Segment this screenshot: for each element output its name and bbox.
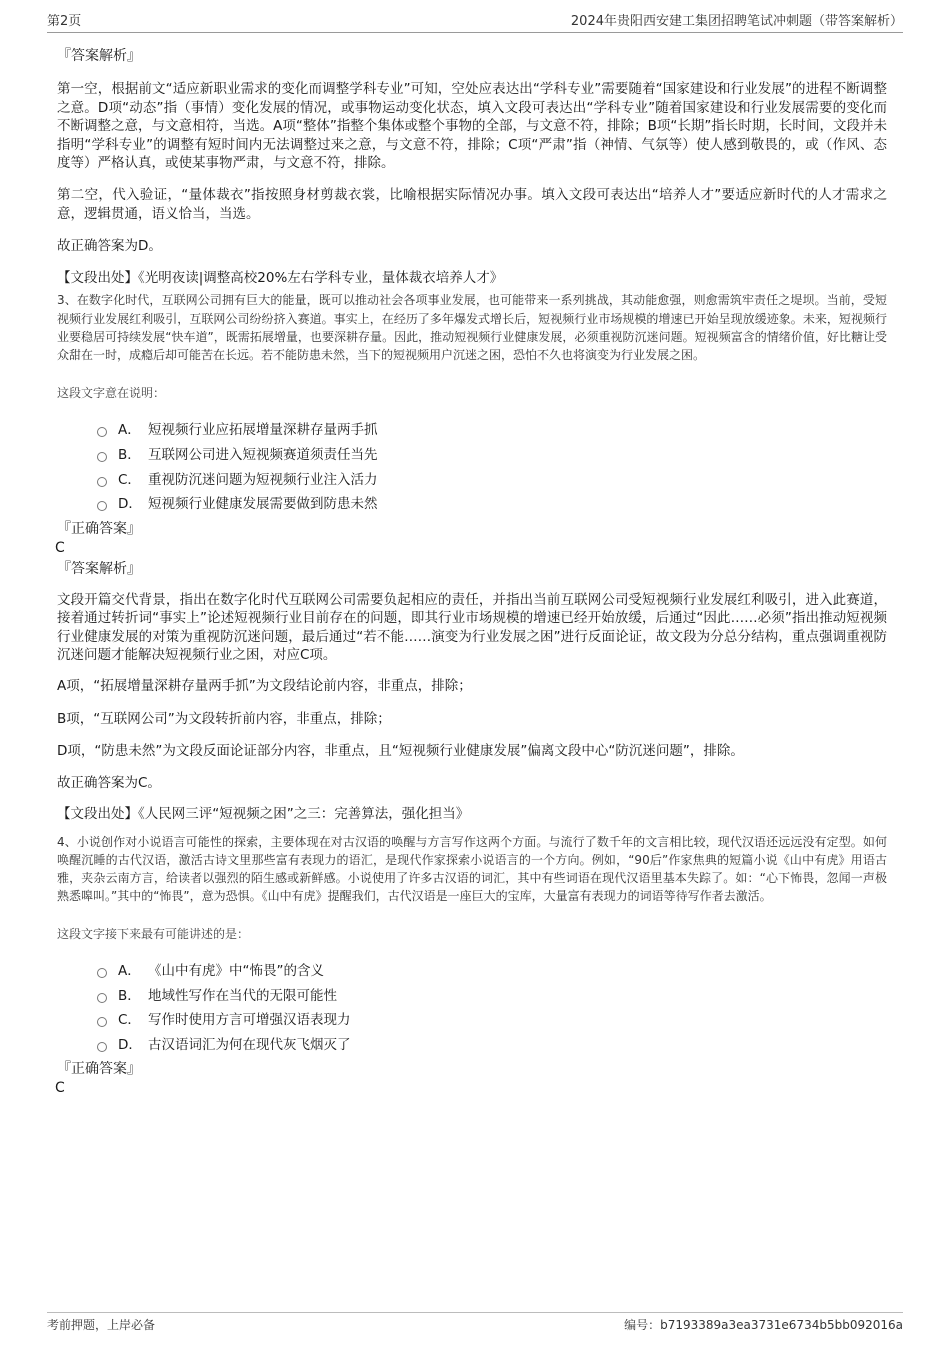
document-title: 2024年贵阳西安建工集团招聘笔试冲刺题（带答案解析） — [570, 14, 903, 29]
analysis-paragraph: 文段开篇交代背景，指出在数字化时代互联网公司需要负起相应的责任，并指出当前互联网公司受短视频行业发展红利吸引，进入此赛道，接着通过转折词“事实上”论述短视频行业目前存在的问题，即其行业市场规模的增速已经开始放缓，后通过“因此……必须”指出推动短视频行业健康发展的对策为重视防沉迷问题，最后通过“若不能……演变为行业发展之困”进行反面论证，故文段为分总分结构，重点强调重视防沉迷问题才能解决短视频行业之困，对应C项。 — [57, 591, 887, 664]
option-list — [57, 959, 887, 1057]
radio-button-icon[interactable] — [97, 1017, 107, 1027]
passage-source: 【文段出处】《人民网三评“短视频之困”之三：完善算法，强化担当》 — [57, 806, 470, 823]
option-text: 古汉语词汇为何在现代灰飞烟灭了 — [148, 1036, 351, 1053]
answer-conclusion: 故正确答案为D。 — [57, 238, 162, 255]
answer-analysis-label: 『答案解析』 — [57, 48, 141, 64]
option-d[interactable] — [97, 1032, 887, 1057]
radio-button-icon[interactable] — [97, 427, 107, 437]
correct-answer-label: 『正确答案』 — [57, 1061, 141, 1078]
question-prompt: 这段文字意在说明： — [57, 386, 166, 401]
radio-button-icon[interactable] — [97, 452, 107, 462]
option-b[interactable] — [97, 983, 887, 1008]
radio-button-icon[interactable] — [97, 501, 107, 511]
option-text: 地域性写作在当代的无限可能性 — [148, 987, 337, 1004]
analysis-option-d: D项，“防患未然”为文段反面论证部分内容，非重点，且“短视频行业健康发展”偏离文段中心“防沉迷问题”，排除。 — [57, 743, 744, 760]
analysis-paragraph: 第一空，根据前文“适应新职业需求的变化而调整学科专业”可知，空处应表达出“学科专业”需要随着“国家建设和行业发展”的进程不断调整之意。D项“动态”指（事情）变化发展的情况，或事物运动变化状态，填入文段可表达出“学科专业”随着国家建设和行业发展需要的变化而不断调整之意，与文意相符，当选。A项“整体”指整个集体或整个事物的全部，与文意不符，排除；B项“长期”指长时期，长时间，文段并未指明“学科专业”的调整有短时间内无法调整过来之意，与文意不符，排除；C项“严肃”指（神情、气氛等）使人感到敬畏的，或（作风、态度等）严格认真，或使某事物严肃，与文意不符，排除。 — [57, 81, 887, 172]
option-letter: D． — [118, 496, 142, 513]
option-letter: B． — [118, 987, 141, 1004]
answer-analysis-label: 『答案解析』 — [57, 560, 141, 577]
radio-button-icon[interactable] — [97, 993, 107, 1003]
option-letter: C． — [118, 471, 141, 488]
option-text: 短视频行业健康发展需要做到防患未然 — [148, 496, 378, 513]
page-content — [57, 44, 887, 1097]
page-number: 第2页 — [47, 14, 82, 29]
option-letter: C． — [118, 1012, 141, 1029]
option-letter: D． — [118, 1036, 142, 1053]
option-letter: A． — [118, 962, 141, 979]
option-b[interactable] — [97, 443, 887, 468]
option-c[interactable] — [97, 1008, 887, 1033]
option-letter: B． — [118, 447, 141, 464]
question-stem: 4、小说创作对小说语言可能性的探索，主要体现在对古汉语的唤醒与方言写作这两个方面。与流行了数千年的文言相比较，现代汉语还远远没有定型。如何唤醒沉睡的古代汉语，激活古诗文里那些富有表现力的语汇，是现代作家探索小说语言的一个方向。例如，“90后”作家焦典的短篇小说《山中有虎》用语古雅，夹杂云南方言，给读者以强烈的陌生感或新鲜感。小说使用了许多古汉语的词汇，其中有些词语在现代汉语里基本失踪了。如：“心下怖畏，忽闻一声极熟悉嗥叫。”其中的“怖畏”，意为恐惧。《山中有虎》提醒我们，古代汉语是一座巨大的宝库，大量富有表现力的词语等待写作者去激活。 — [57, 834, 887, 904]
option-text: 短视频行业应拓展增量深耕存量两手抓 — [148, 422, 378, 439]
option-a[interactable] — [97, 418, 887, 443]
option-list — [57, 418, 887, 516]
answer-conclusion: 故正确答案为C。 — [57, 774, 161, 791]
page-footer — [47, 1312, 903, 1335]
option-text: 互联网公司进入短视频赛道须责任当先 — [148, 447, 378, 464]
passage-source: 【文段出处】《光明夜读|调整高校20%左右学科专业，量体裁衣培养人才》 — [57, 269, 504, 286]
option-c[interactable] — [97, 467, 887, 492]
document-code: 编号：b7193389a3ea3731e6734b5bb092016a — [624, 1318, 903, 1332]
option-text: 写作时使用方言可增强汉语表现力 — [148, 1012, 351, 1029]
radio-button-icon[interactable] — [97, 1042, 107, 1052]
page-header — [47, 12, 903, 33]
analysis-paragraph: 第二空，代入验证，“量体裁衣”指按照身材剪裁衣裳，比喻根据实际情况办事。填入文段可表达出“培养人才”要适应新时代的人才需求之意，逻辑贯通，语义恰当，当选。 — [57, 186, 887, 222]
option-text: 《山中有虎》中“怖畏”的含义 — [148, 962, 324, 979]
radio-button-icon[interactable] — [97, 477, 107, 487]
option-letter: A． — [118, 422, 141, 439]
analysis-option-a: A项，“拓展增量深耕存量两手抓”为文段结论前内容，非重点，排除； — [57, 677, 472, 694]
option-text: 重视防沉迷问题为短视频行业注入活力 — [148, 471, 378, 488]
analysis-option-b: B项，“互联网公司”为文段转折前内容，非重点，排除； — [57, 710, 391, 727]
correct-answer-label: 『正确答案』 — [57, 520, 141, 537]
footer-slogan: 考前押题，上岸必备 — [47, 1318, 156, 1332]
correct-answer: C — [55, 539, 65, 556]
option-a[interactable] — [97, 959, 887, 984]
question-stem: 3、在数字化时代，互联网公司拥有巨大的能量，既可以推动社会各项事业发展，也可能带来一系列挑战，其动能愈强，则愈需筑牢责任之堤坝。当前，受短视频行业发展红利吸引，互联网公司纷纷挤入赛道。事实上，在经历了多年爆发式增长后，短视频行业市场规模的增速已开始呈现放缓迹象。未来，短视频行业要稳居可持续发展“快车道”，既需拓展增量，也要深耕存量。因此，推动短视频行业健康发展，必须重视防沉迷问题。短视频富含的情绪价值，好比糖让受众甜在一时，成瘾后却可能苦在长远。若不能防患未然，当下的短视频用户沉迷之困，恐怕不久也将演变为行业发展之困。 — [57, 293, 887, 362]
option-d[interactable] — [97, 492, 887, 517]
radio-button-icon[interactable] — [97, 968, 107, 978]
question-prompt: 这段文字接下来最有可能讲述的是： — [57, 926, 250, 941]
correct-answer: C — [55, 1080, 65, 1097]
